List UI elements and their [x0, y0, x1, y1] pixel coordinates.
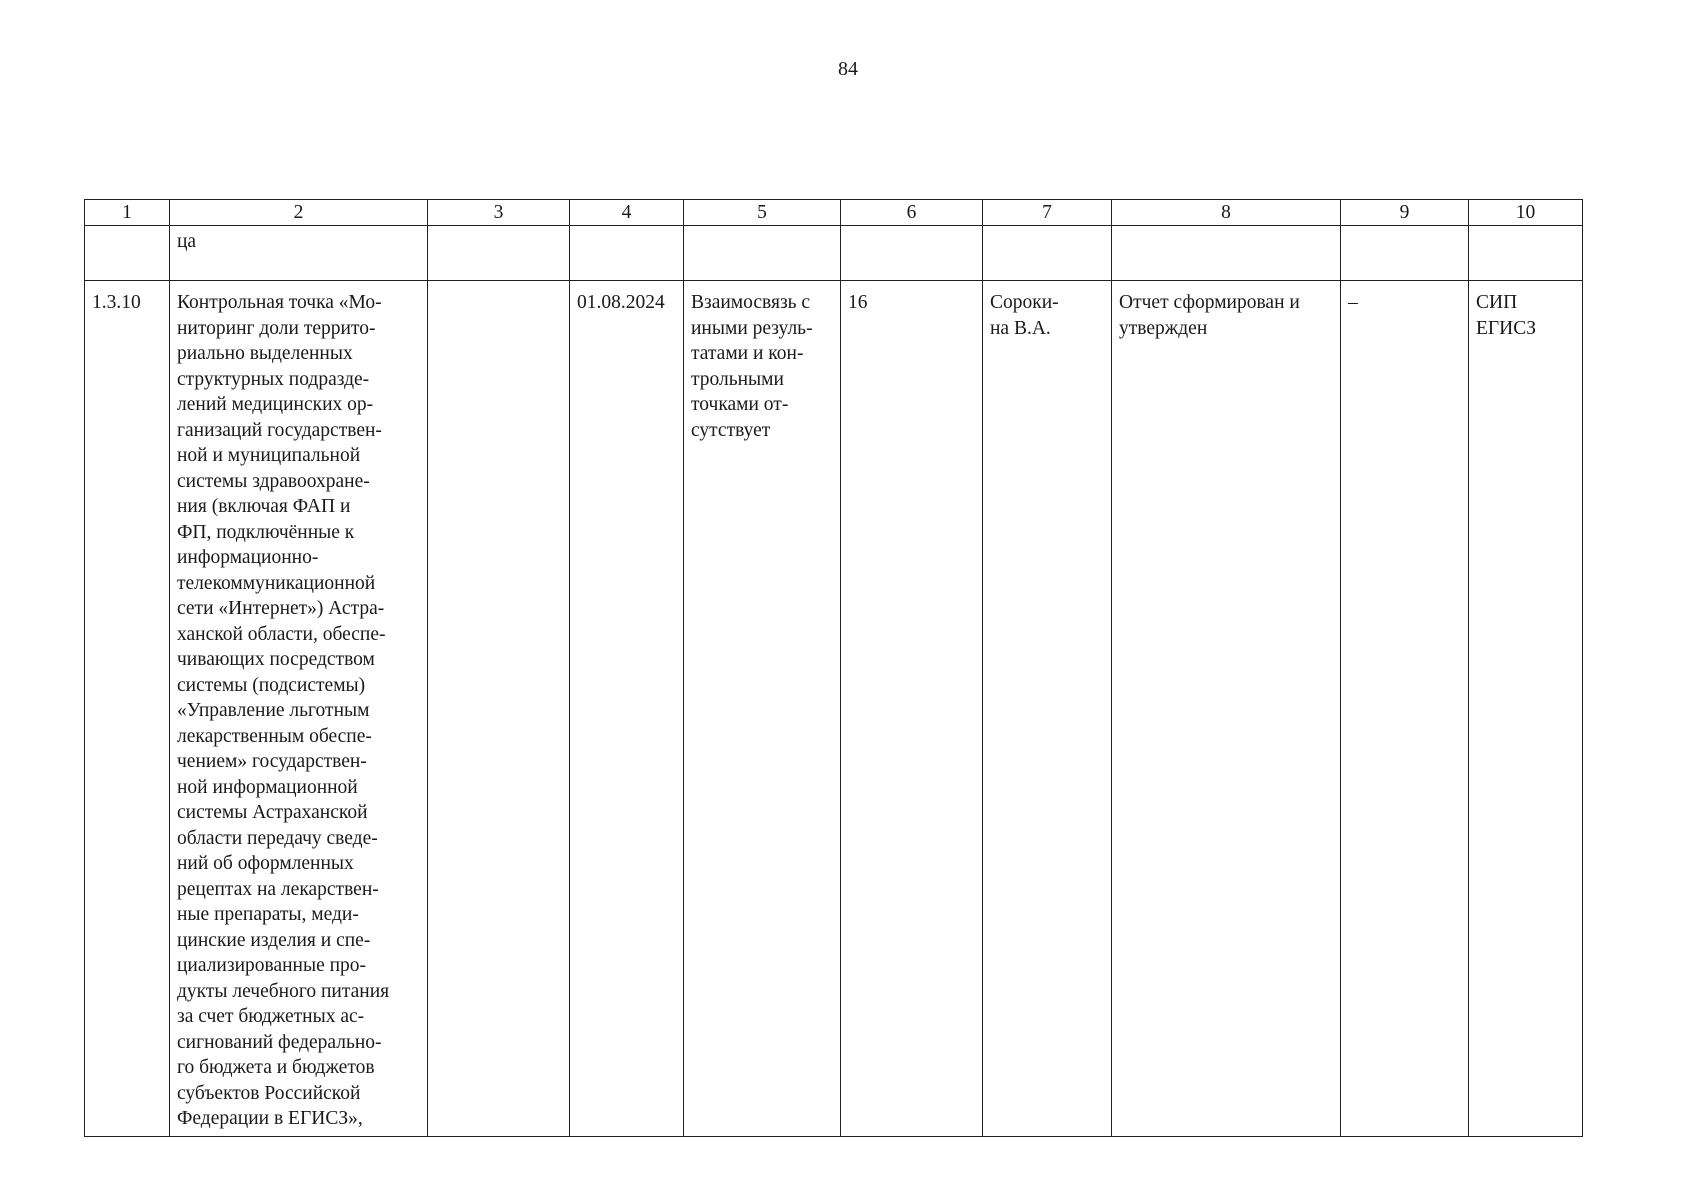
column-header-7: 7 — [983, 200, 1112, 226]
system-cell: СИП ЕГИСЗ — [1469, 281, 1583, 1137]
table-row — [85, 281, 1583, 1137]
row-number-cell: 1.3.10 — [85, 281, 170, 1137]
column-header-3: 3 — [428, 200, 570, 226]
cont-cell-10 — [1469, 226, 1583, 281]
continuation-row — [85, 226, 1583, 281]
col6-cell: 16 — [841, 281, 983, 1137]
column-header-5: 5 — [684, 200, 841, 226]
cont-cell-1 — [85, 226, 170, 281]
column-number-row — [85, 200, 1583, 226]
cont-cell-7 — [983, 226, 1112, 281]
column-header-1: 1 — [85, 200, 170, 226]
plan-table — [84, 199, 1583, 1137]
cont-cell-9 — [1341, 226, 1469, 281]
page-number: 84 — [838, 58, 858, 80]
col3-cell — [428, 281, 570, 1137]
cont-cell-6 — [841, 226, 983, 281]
col9-cell: – — [1341, 281, 1469, 1137]
responsible-cell: Сороки- на В.А. — [983, 281, 1112, 1137]
cont-cell-2: ца — [170, 226, 428, 281]
column-header-10: 10 — [1469, 200, 1583, 226]
result-cell: Отчет сформирован и утвержден — [1112, 281, 1341, 1137]
cont-cell-8 — [1112, 226, 1341, 281]
relation-cell: Взаимосвязь с иными резуль- татами и кон- трольными точками от- сутствует — [684, 281, 841, 1137]
column-header-8: 8 — [1112, 200, 1341, 226]
column-header-9: 9 — [1341, 200, 1469, 226]
cont-cell-4 — [570, 226, 684, 281]
date-cell: 01.08.2024 — [570, 281, 684, 1137]
column-header-6: 6 — [841, 200, 983, 226]
cont-cell-3 — [428, 226, 570, 281]
checkpoint-description-cell: Контрольная точка «Мо- ниторинг доли террито- риально выделенных структурных подразде- лений медицинских ор- ганизаций государствен- ной и муниципальной системы здравоохране- ния (включая ФАП и ФП, подключённые к информационно- телекоммуникационной сети «Интернет») Астра- ханской области, обеспе- чивающих посредством системы (подсистемы) «Управление льготным лекарственным обеспе- чением» государствен- ной информационной системы Астраханской области передачу сведе- ний об оформленных рецептах на лекарствен- ные препараты, меди- цинские изделия и спе- циализированные про- дукты лечебного питания за счет бюджетных ас- сигнований федерально- го бюджета и бюджетов субъектов Российской Федерации в ЕГИСЗ», — [170, 281, 428, 1137]
column-header-4: 4 — [570, 200, 684, 226]
column-header-2: 2 — [170, 200, 428, 226]
cont-cell-5 — [684, 226, 841, 281]
